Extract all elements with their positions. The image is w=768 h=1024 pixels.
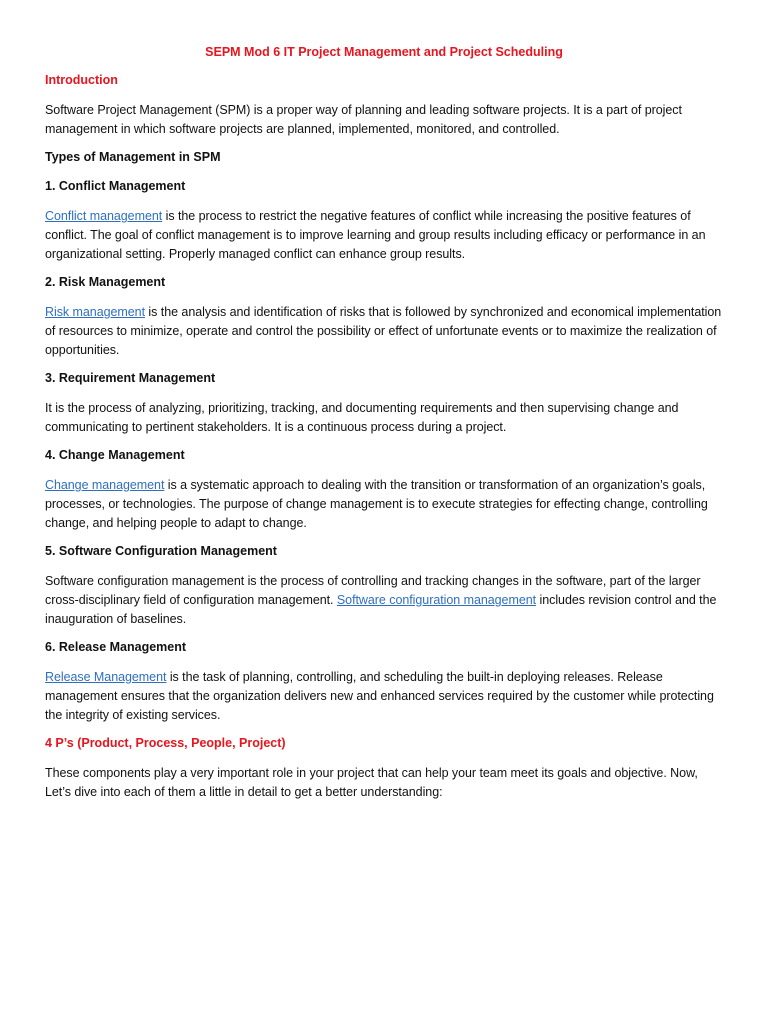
conflict-paragraph [45, 207, 723, 264]
release-heading: 6. Release Management [45, 640, 187, 654]
risk-text: is the analysis and identification of risks that is followed by synchronized and economical implementation of resources to minimize, operate and control the possibility or effect of unfortunate events or to maximize the realization of opportunities. [45, 305, 722, 357]
change-heading: 4. Change Management [45, 448, 185, 462]
conflict-management-link[interactable]: Conflict management [45, 209, 163, 223]
intro-heading: Introduction [45, 73, 118, 87]
types-heading: Types of Management in SPM [45, 150, 221, 164]
four-ps-heading: 4 P’s (Product, Process, People, Project) [45, 736, 286, 750]
page-title: SEPM Mod 6 IT Project Management and Project Scheduling [205, 45, 563, 59]
release-paragraph [45, 668, 723, 725]
release-management-link[interactable]: Release Management [45, 670, 167, 684]
conflict-heading: 1. Conflict Management [45, 179, 186, 193]
scm-text-after: includes revision control and the inauguration of baselines. [45, 593, 717, 626]
intro-paragraph: Software Project Management (SPM) is a proper way of planning and leading software projects. It is a part of project management in which software projects are planned, implemented, monitored, and controlled. [45, 103, 682, 136]
requirement-heading: 3. Requirement Management [45, 371, 216, 385]
risk-heading: 2. Risk Management [45, 275, 166, 289]
release-text: is the task of planning, controlling, and scheduling the built-in deploying releases. Release management ensures that the organization delivers new and enhanced services required by the customer while protecting the integrity of existing services. [45, 670, 714, 722]
scm-heading: 5. Software Configuration Management [45, 544, 277, 558]
scm-text-before: Software configuration management is the process of controlling and tracking changes in the software, part of the larger cross-disciplinary field of configuration management. [45, 574, 701, 607]
change-management-link[interactable]: Change management [45, 478, 165, 492]
change-text: is a systematic approach to dealing with the transition or transformation of an organization’s goals, processes, or technologies. The purpose of change management is to execute strategies for effecting change, controlling change, and helping people to adapt to change. [45, 478, 708, 530]
conflict-text: is the process to restrict the negative features of conflict while increasing the positive features of conflict. The goal of conflict management is to improve learning and group results including efficacy or performance in an organizational setting. Properly managed conflict can enhance group results. [45, 209, 706, 261]
risk-paragraph [45, 303, 723, 360]
scm-link[interactable]: Software configuration management [336, 593, 537, 607]
change-paragraph [45, 476, 723, 533]
scm-paragraph [45, 572, 723, 629]
requirement-paragraph: It is the process of analyzing, prioritizing, tracking, and documenting requirements and then supervising change and communicating to pertinent stakeholders. It is a continuous process during a project. [45, 401, 679, 434]
risk-management-link[interactable]: Risk management [45, 305, 145, 319]
four-ps-paragraph: These components play a very important role in your project that can help your team meet its goals and objective. Now, Let’s dive into each of them a little in detail to get a better understanding: [45, 766, 698, 799]
